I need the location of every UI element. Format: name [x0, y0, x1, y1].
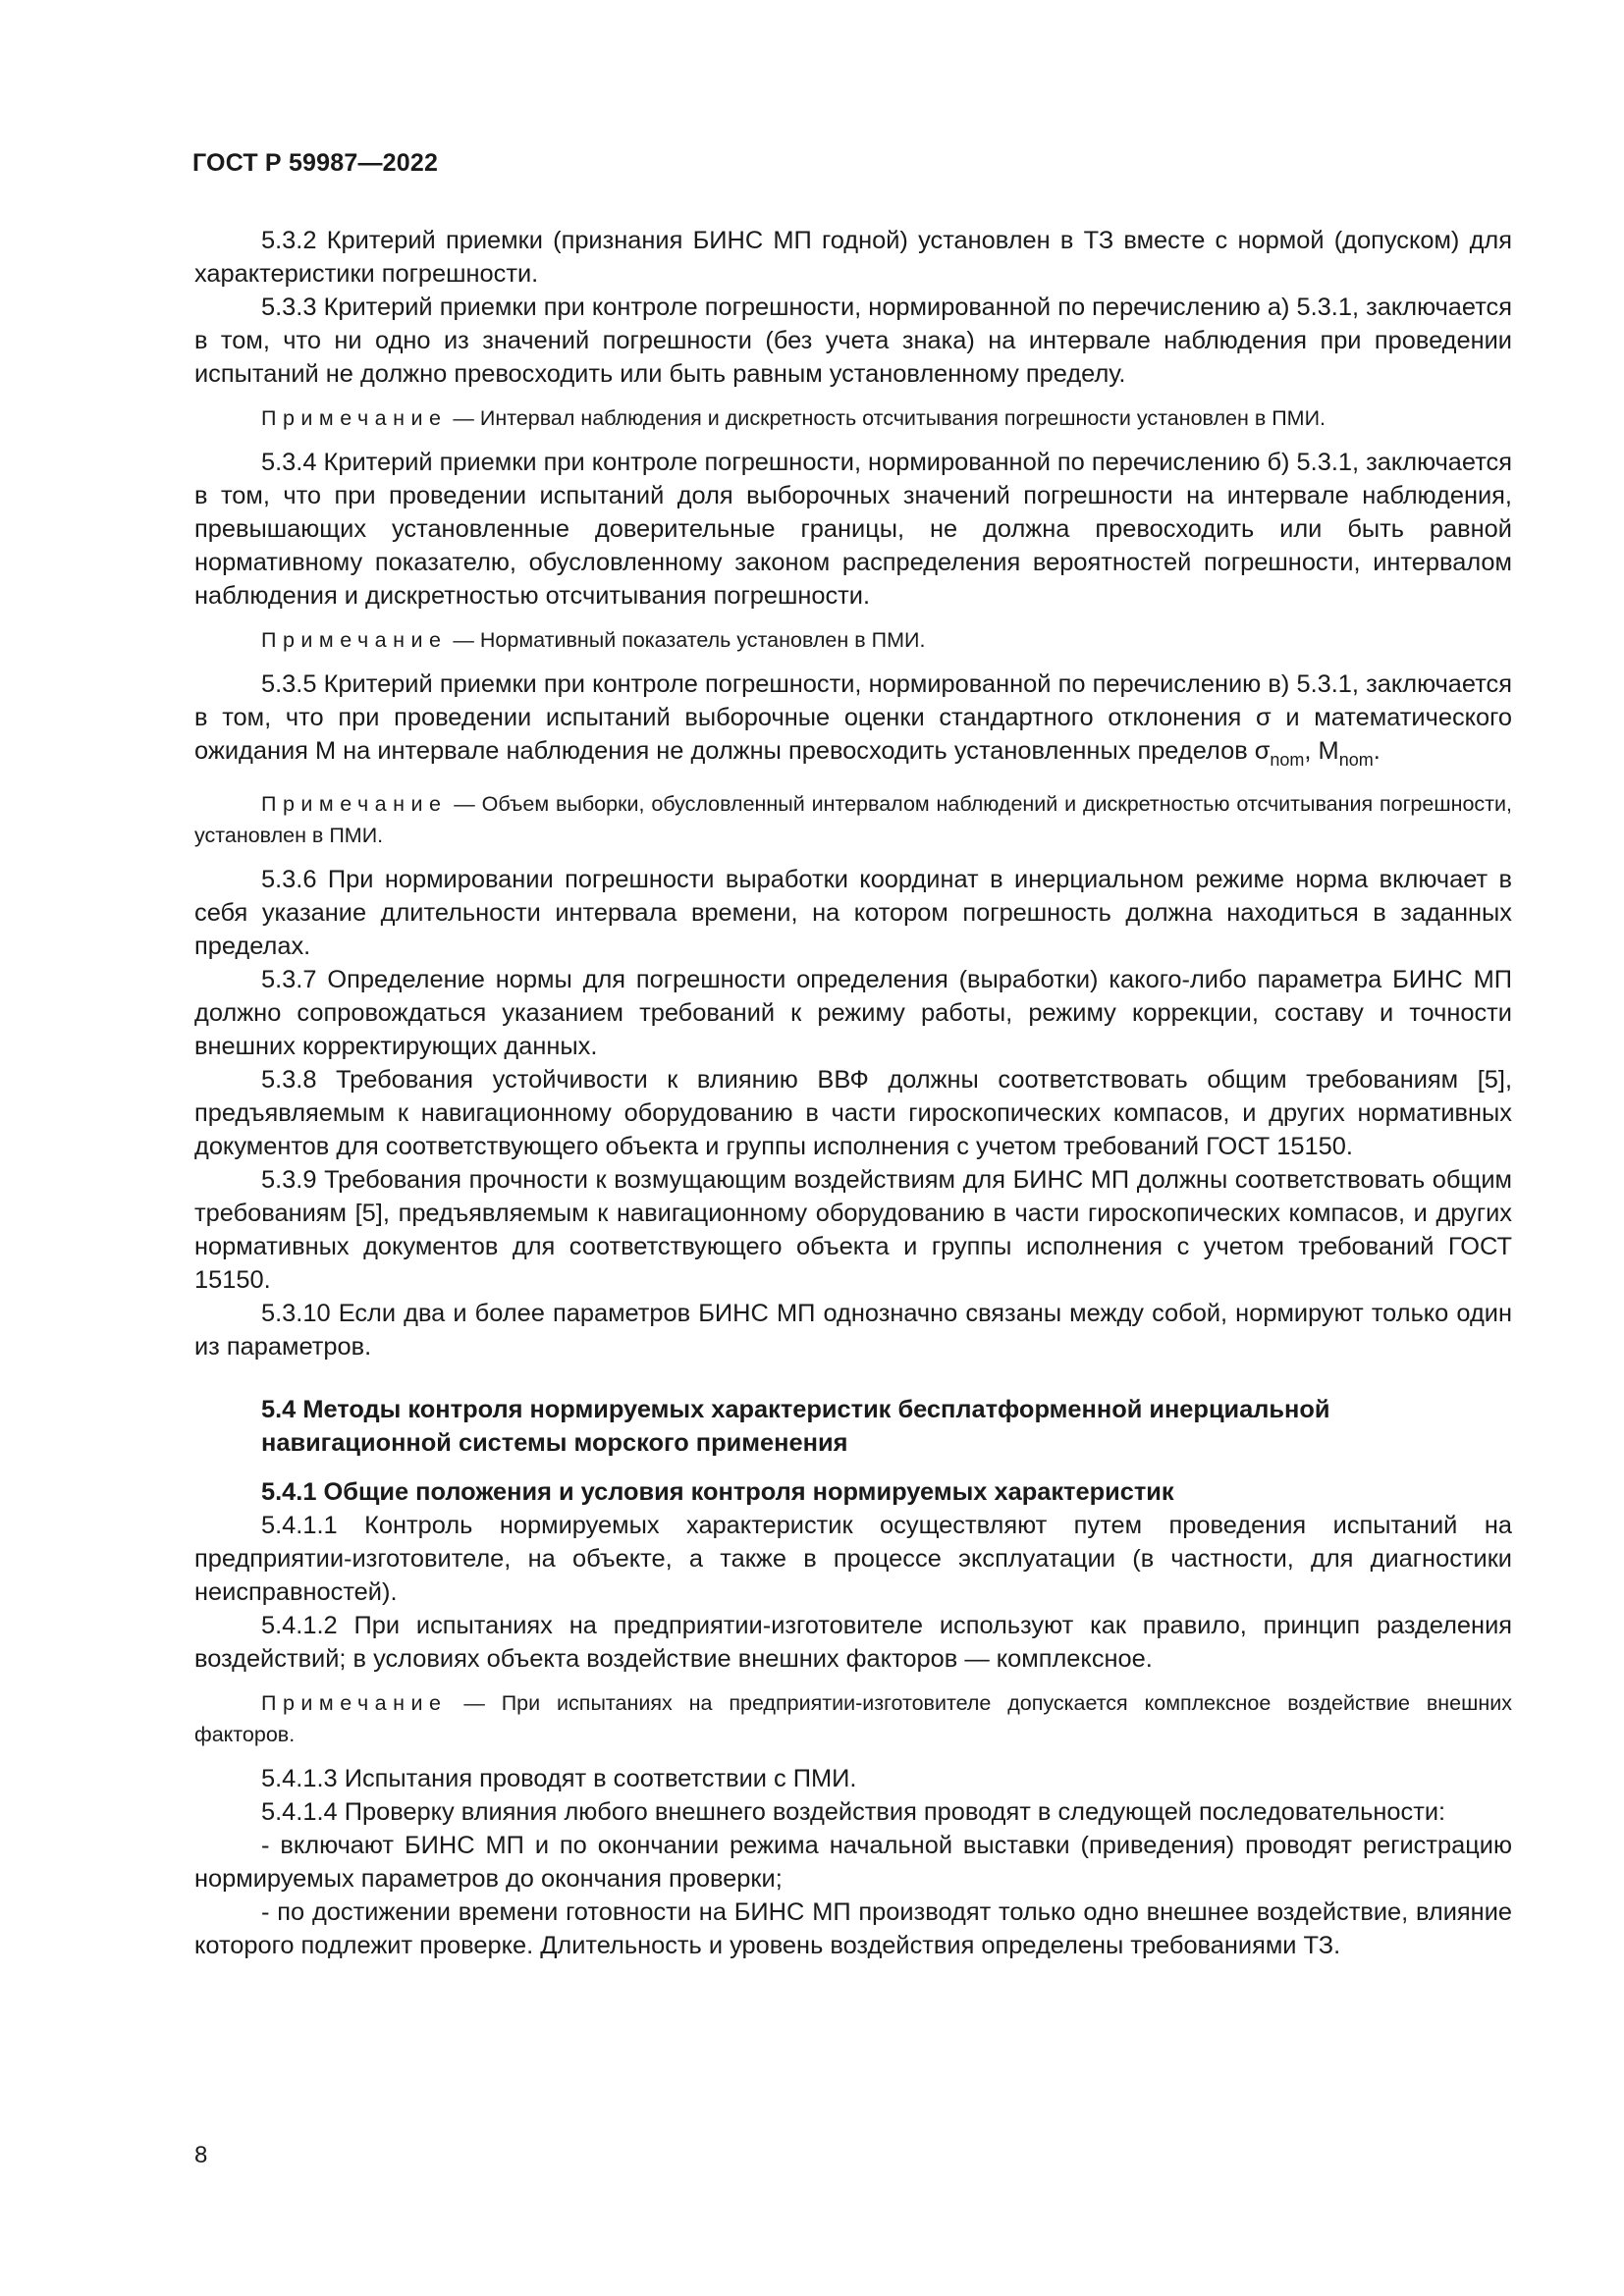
- note-4: [194, 1687, 1512, 1750]
- note-text: — Нормативный показатель установлен в ПМИ.: [447, 628, 926, 652]
- paragraph-5-4-1-4: 5.4.1.4 Проверку влияния любого внешнего воздействия проводят в следующей последовательности:: [261, 1798, 1446, 1826]
- paragraph-5-3-6: 5.3.6 При нормировании погрешности выработки координат в инерциальном режиме норма включает в себя указание длительности интервала времени, на котором погрешность должна находиться в заданных пределах.: [194, 866, 1512, 960]
- subscript-nom: nom: [1270, 750, 1305, 770]
- subsection-heading-5-4-1: 5.4.1 Общие положения и условия контроля нормируемых характеристик: [261, 1478, 1174, 1506]
- note-text: — Интервал наблюдения и дискретность отсчитывания погрешности установлен в ПМИ.: [447, 406, 1326, 430]
- list-item: - по достижении времени готовности на БИНС МП производят только одно внешнее воздействие, влияние которого подлежит проверке. Длительность и уровень воздействия определены требованиями ТЗ.: [194, 1898, 1512, 1959]
- note-label: Примечание: [261, 628, 448, 652]
- note-2: [194, 624, 1512, 656]
- paragraph-5-3-2: 5.3.2 Критерий приемки (признания БИНС МП годной) установлен в ТЗ вместе с нормой (допуском) для характеристики погрешности.: [194, 227, 1512, 288]
- list-item: - включают БИНС МП и по окончании режима начальной выставки (приведения) проводят регистрацию нормируемых параметров до окончания проверки;: [194, 1832, 1512, 1893]
- subscript-nom: nom: [1338, 750, 1374, 770]
- paragraph-5-4-1-2: 5.4.1.2 При испытаниях на предприятии-изготовителе используют как правило, принцип разделения воздействий; в условиях объекта воздействие внешних факторов — комплексное.: [194, 1612, 1512, 1673]
- note-1: [194, 402, 1512, 434]
- note-label: Примечание: [261, 792, 448, 816]
- section-heading-line-2: навигационной системы морского применения: [261, 1429, 848, 1457]
- sigma-symbol: σ: [1254, 737, 1271, 765]
- note-label: Примечание: [261, 406, 448, 430]
- paragraph-text: 5.3.5 Критерий приемки при контроле погрешности, нормированной по перечислению в) 5.3.1, заключается в том, что при проведении испытаний выборочные оценки стандартного отклонения σ и математического ожидания M на интервале наблюдения не должны превосходить установленных пределов: [194, 670, 1512, 765]
- paragraph-5-3-4: 5.3.4 Критерий приемки при контроле погрешности, нормированной по перечислению б) 5.3.1, заключается в том, что при проведении испытаний доля выборочных значений погрешности на интервале наблюдения, превышающих установленные доверительные границы, не должна превосходить или быть равной нормативному показателю, обусловленному законом распределения вероятностей погрешности, интервалом наблюдения и дискретностью отсчитывания погрешности.: [194, 449, 1512, 610]
- section-heading-5-4: [194, 1393, 1512, 1460]
- paragraph-5-3-9: 5.3.9 Требования прочности к возмущающим воздействиям для БИНС МП должны соответствовать общим требованиям [5], предъявляемым к навигационному оборудованию в части гироскопических компасов, и других нормативных документов для соответствующего объекта и группы исполнения с учетом требований ГОСТ 15150.: [194, 1166, 1512, 1294]
- paragraph-5-3-5: [194, 667, 1512, 776]
- section-heading-line-1: 5.4 Методы контроля нормируемых характеристик бесплатформенной инерциальной: [261, 1396, 1330, 1423]
- document-body: [194, 224, 1512, 1962]
- page-number: 8: [194, 2142, 208, 2168]
- paragraph-5-3-3: 5.3.3 Критерий приемки при контроле погрешности, нормированной по перечислению а) 5.3.1, заключается в том, что ни одно из значений погрешности (без учета знака) на интервале наблюдения при проведении испытаний не должно превосходить или быть равным установленному пределу.: [194, 294, 1512, 388]
- paragraph-5-3-8: 5.3.8 Требования устойчивости к влиянию ВВФ должны соответствовать общим требованиям [5], предъявляемым к навигационному оборудованию в части гироскопических компасов, и других нормативных документов для соответствующего объекта и группы исполнения с учетом требований ГОСТ 15150.: [194, 1066, 1512, 1160]
- note-text: — При испытаниях на предприятии-изготовителе допускается комплексное воздействие внешних факторов.: [194, 1691, 1512, 1746]
- paragraph-end: .: [1373, 737, 1380, 765]
- paragraph-5-3-10: 5.3.10 Если два и более параметров БИНС МП однозначно связаны между собой, нормируют только один из параметров.: [194, 1300, 1512, 1361]
- separator-m: , M: [1304, 737, 1339, 765]
- document-header: ГОСТ Р 59987—2022: [192, 149, 439, 177]
- note-3: [194, 788, 1512, 851]
- note-label: Примечание: [261, 1691, 448, 1715]
- paragraph-5-3-7: 5.3.7 Определение нормы для погрешности определения (выработки) какого-либо параметра БИНС МП должно сопровождаться указанием требований к режиму работы, режиму коррекции, составу и точности внешних корректирующих данных.: [194, 966, 1512, 1060]
- paragraph-5-4-1-3: 5.4.1.3 Испытания проводят в соответствии с ПМИ.: [261, 1765, 857, 1792]
- note-text: — Объем выборки, обусловленный интервалом наблюдений и дискретностью отсчитывания погрешности, установлен в ПМИ.: [194, 792, 1512, 847]
- paragraph-5-4-1-1: 5.4.1.1 Контроль нормируемых характеристик осуществляют путем проведения испытаний на предприятии-изготовителе, на объекте, а также в процессе эксплуатации (в частности, для диагностики неисправностей).: [194, 1512, 1512, 1606]
